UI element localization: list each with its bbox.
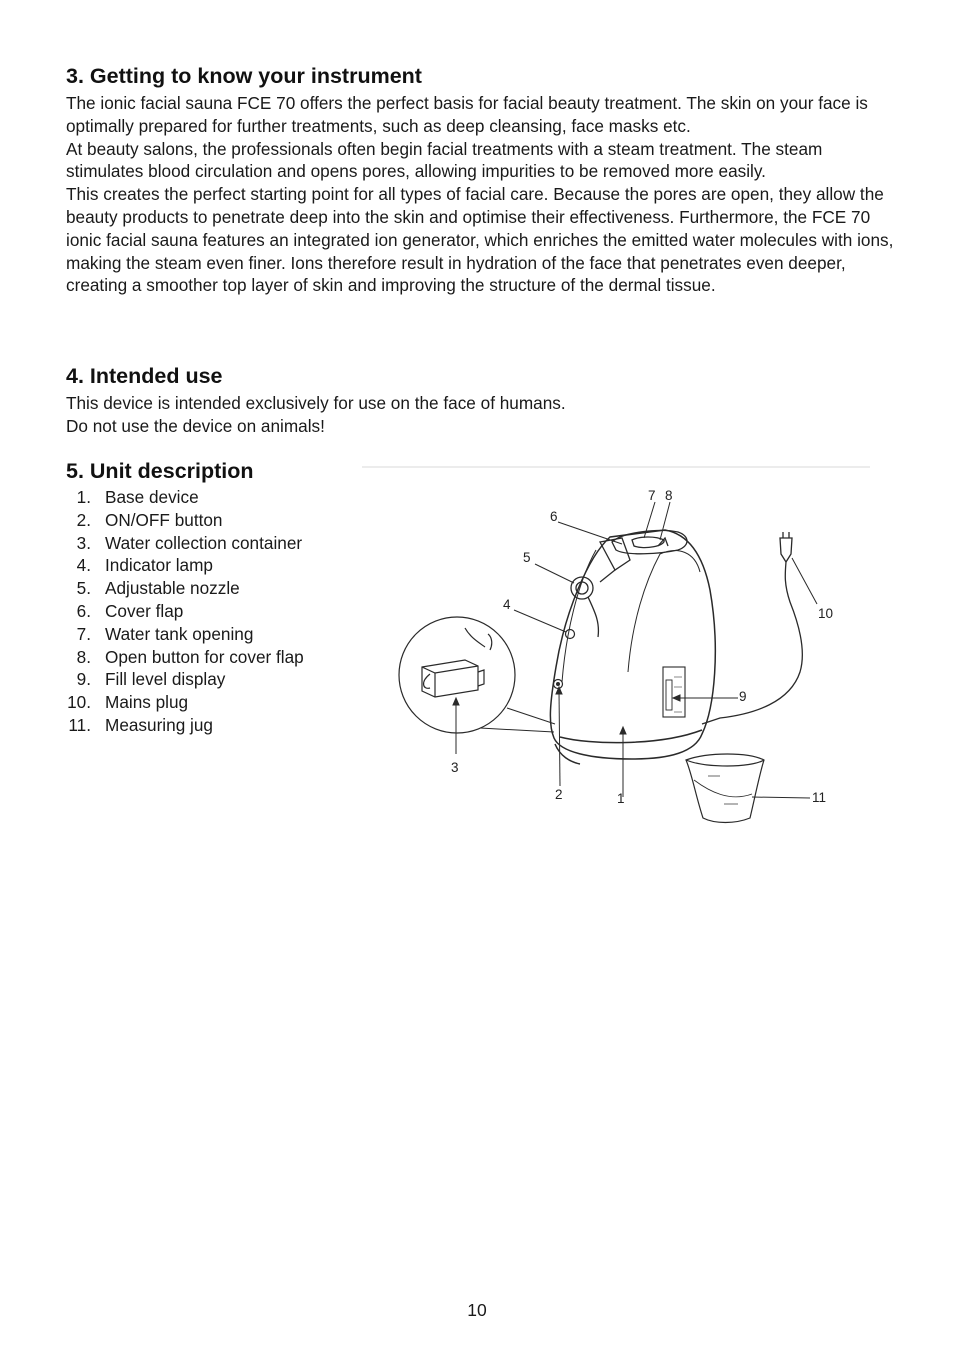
item-label: Base device bbox=[105, 487, 199, 507]
list-item bbox=[66, 532, 356, 555]
inset-connector bbox=[507, 708, 555, 724]
callout-4: 4 bbox=[503, 597, 511, 612]
container-detail-inset bbox=[399, 617, 515, 733]
indicator-lamp-icon bbox=[566, 630, 575, 639]
item-number: 1. bbox=[76, 487, 91, 507]
list-item bbox=[66, 577, 356, 600]
list-item bbox=[66, 714, 356, 737]
unit-illustration bbox=[360, 462, 872, 834]
item-number: 10. bbox=[67, 692, 91, 713]
item-label: Water tank opening bbox=[105, 623, 254, 644]
callout-1: 1 bbox=[617, 791, 625, 806]
fill-level-display bbox=[663, 667, 685, 717]
list-item bbox=[66, 600, 356, 623]
item-number: 2. bbox=[76, 509, 91, 530]
item-number: 5. bbox=[76, 578, 91, 599]
paragraph: Do not use the device on animals! bbox=[66, 415, 325, 436]
item-label: Mains plug bbox=[105, 692, 189, 713]
item-label: Adjustable nozzle bbox=[105, 578, 240, 599]
callout-5: 5 bbox=[523, 550, 531, 565]
list-item bbox=[66, 668, 356, 691]
paragraph: This device is intended exclusively for use on the face of humans. bbox=[66, 393, 566, 413]
paragraph: The ionic facial sauna FCE 70 offers the perfect basis for facial beauty treatment. The skin on your face is optimally prepared for further treatments, such as deep cleansing, face masks etc. bbox=[66, 93, 868, 136]
item-number: 11. bbox=[68, 714, 91, 735]
section-title: 5. Unit description bbox=[66, 459, 254, 483]
list-item bbox=[66, 509, 356, 532]
section-intended-use bbox=[66, 363, 896, 438]
item-label: Water collection container bbox=[105, 532, 303, 553]
item-number: 3. bbox=[76, 532, 91, 553]
item-label: Measuring jug bbox=[105, 714, 213, 735]
list-item bbox=[66, 486, 356, 509]
callout-6: 6 bbox=[550, 509, 558, 524]
unit-diagram bbox=[360, 462, 872, 834]
callout-7: 7 bbox=[648, 488, 656, 503]
power-button-center bbox=[556, 682, 560, 686]
list-item bbox=[66, 623, 356, 646]
list-item bbox=[66, 646, 356, 669]
section-title: 4. Intended use bbox=[66, 364, 223, 388]
section-getting-to-know bbox=[66, 63, 896, 297]
item-number: 7. bbox=[76, 623, 91, 644]
item-label: Open button for cover flap bbox=[105, 646, 304, 667]
callout-11: 11 bbox=[812, 790, 827, 805]
list-item bbox=[66, 554, 356, 577]
list-item bbox=[66, 691, 356, 714]
page-number: 10 bbox=[467, 1300, 487, 1320]
item-number: 9. bbox=[76, 669, 91, 690]
paragraph: This creates the perfect starting point for all types of facial care. Because the pores are open, they allow the beauty products to penetrate deep into the skin and optimise their effectiveness. Furthermore, the FCE 70 ionic facial sauna features an integrated ion generator, which enriches the emitted water molecules with ions, making the steam even finer. Ions therefore result in hydration of the face that penetrates even deeper, creating a smoother top layer of skin and improving the structure of the dermal tissue. bbox=[66, 184, 894, 296]
mains-plug bbox=[702, 532, 802, 724]
item-label: Indicator lamp bbox=[105, 555, 213, 576]
callout-8: 8 bbox=[665, 488, 673, 503]
item-label: ON/OFF button bbox=[105, 509, 223, 530]
item-label: Cover flap bbox=[105, 600, 184, 621]
callout-2: 2 bbox=[555, 787, 563, 802]
callout-3: 3 bbox=[451, 760, 459, 775]
item-label: Fill level display bbox=[105, 669, 226, 690]
callout-10: 10 bbox=[818, 606, 834, 621]
item-number: 4. bbox=[76, 555, 91, 576]
item-number: 6. bbox=[76, 600, 91, 621]
section-title: 3. Getting to know your instrument bbox=[66, 64, 422, 88]
measuring-jug bbox=[686, 754, 764, 823]
facial-sauna-body bbox=[550, 530, 715, 764]
parts-list bbox=[66, 486, 356, 737]
inset-connector bbox=[480, 728, 554, 732]
callout-9: 9 bbox=[739, 689, 747, 704]
item-number: 8. bbox=[76, 646, 91, 667]
paragraph: At beauty salons, the professionals often begin facial treatments with a steam treatment. The steam stimulates blood circulation and opens pores, allowing impurities to be removed more easily. bbox=[66, 138, 823, 182]
